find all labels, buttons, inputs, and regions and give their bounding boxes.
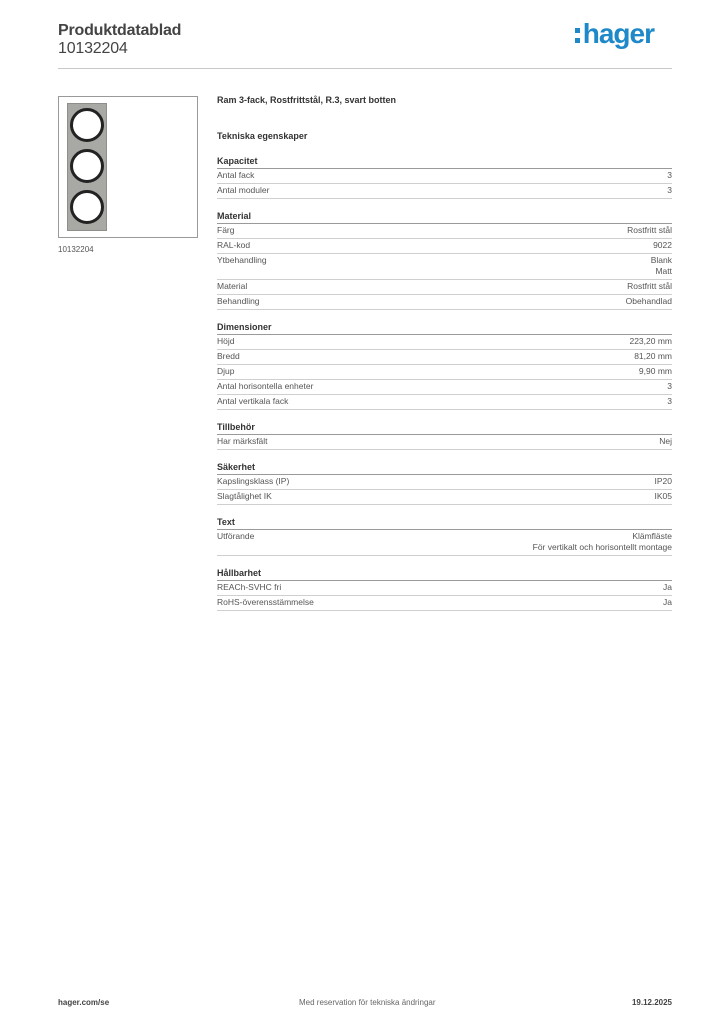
spec-section bbox=[217, 461, 672, 505]
spec-label: Djup bbox=[217, 366, 235, 376]
spec-value bbox=[655, 491, 673, 502]
spec-section bbox=[217, 567, 672, 611]
spec-label: Antal moduler bbox=[217, 185, 270, 195]
spec-row bbox=[217, 490, 672, 505]
spec-row bbox=[217, 295, 672, 310]
spec-label: Material bbox=[217, 281, 248, 291]
section-title: Kapacitet bbox=[217, 155, 672, 169]
spec-value bbox=[627, 225, 672, 236]
document-title: Produktdatablad bbox=[58, 22, 182, 39]
section-title: Tillbehör bbox=[217, 421, 672, 435]
spec-row bbox=[217, 224, 672, 239]
frame-3-gang-icon bbox=[67, 103, 107, 231]
spec-row bbox=[217, 169, 672, 184]
spec-value bbox=[639, 366, 672, 377]
spec-section bbox=[217, 421, 672, 450]
spec-label: Antal vertikala fack bbox=[217, 396, 289, 406]
socket-opening-icon bbox=[70, 149, 104, 183]
spec-value bbox=[653, 240, 672, 251]
section-title: Text bbox=[217, 516, 672, 530]
spec-value-line: Obehandlad bbox=[625, 296, 672, 306]
footer-website[interactable]: hager.com/se bbox=[58, 998, 110, 1007]
spec-value bbox=[533, 531, 672, 553]
spec-value-line: 9022 bbox=[653, 240, 672, 250]
spec-label: Färg bbox=[217, 225, 235, 235]
spec-value bbox=[667, 396, 672, 407]
spec-label: Behandling bbox=[217, 296, 260, 306]
spec-label: Antal fack bbox=[217, 170, 255, 180]
spec-row bbox=[217, 254, 672, 280]
spec-row bbox=[217, 395, 672, 410]
image-caption: 10132204 bbox=[58, 245, 94, 254]
spec-section bbox=[217, 516, 672, 556]
spec-value-line: IK05 bbox=[654, 491, 672, 501]
spec-row bbox=[217, 581, 672, 596]
section-title: Säkerhet bbox=[217, 461, 672, 475]
product-specs bbox=[217, 95, 672, 622]
spec-value-line: Klämfläste bbox=[632, 531, 672, 541]
spec-value-line: Nej bbox=[659, 436, 672, 446]
section-title: Hållbarhet bbox=[217, 567, 672, 581]
spec-row bbox=[217, 350, 672, 365]
spec-label: REACh-SVHC fri bbox=[217, 582, 282, 592]
spec-section bbox=[217, 155, 672, 199]
spec-section bbox=[217, 210, 672, 310]
spec-value-line: Matt bbox=[655, 266, 672, 276]
spec-value-line: Ja bbox=[663, 597, 672, 607]
spec-value bbox=[634, 351, 672, 362]
spec-row bbox=[217, 239, 672, 254]
spec-label: Kapslingsklass (IP) bbox=[217, 476, 290, 486]
spec-label: Slagtålighet IK bbox=[217, 491, 272, 501]
spec-section bbox=[217, 321, 672, 410]
spec-label: Antal horisontella enheter bbox=[217, 381, 314, 391]
spec-value bbox=[651, 255, 672, 277]
socket-opening-icon bbox=[70, 190, 104, 224]
spec-row bbox=[217, 335, 672, 350]
logo-text: hager bbox=[582, 18, 654, 49]
spec-value bbox=[667, 170, 672, 181]
spec-value-line: Blank bbox=[650, 255, 672, 265]
spec-value-line: 3 bbox=[667, 396, 672, 406]
spec-value bbox=[626, 296, 672, 307]
spec-row bbox=[217, 530, 672, 556]
spec-row bbox=[217, 475, 672, 490]
logo-dots-icon bbox=[575, 26, 581, 46]
spec-value-line: 223,20 mm bbox=[629, 336, 672, 346]
page-header bbox=[58, 20, 672, 70]
section-title: Dimensioner bbox=[217, 321, 672, 335]
spec-row bbox=[217, 435, 672, 450]
spec-sections bbox=[217, 155, 672, 611]
footer-date: 19.12.2025 bbox=[631, 998, 672, 1007]
spec-value bbox=[627, 281, 672, 292]
product-image bbox=[58, 96, 198, 238]
hager-logo bbox=[575, 18, 654, 50]
spec-value bbox=[667, 381, 672, 392]
spec-value-line: 9,90 mm bbox=[638, 366, 672, 376]
spec-label: RoHS-överensstämmelse bbox=[217, 597, 314, 607]
spec-value-line: 3 bbox=[667, 381, 672, 391]
spec-label: Höjd bbox=[217, 336, 235, 346]
spec-label: Ytbehandling bbox=[217, 255, 267, 265]
spec-value-line: 81,20 mm bbox=[634, 351, 672, 361]
spec-value-line: För vertikalt och horisontellt montage bbox=[532, 542, 672, 552]
spec-value bbox=[629, 336, 672, 347]
spec-value-line: Rostfritt stål bbox=[627, 225, 672, 235]
spec-value bbox=[663, 597, 672, 608]
document-number: 10132204 bbox=[58, 40, 128, 57]
spec-value bbox=[655, 476, 673, 487]
spec-value-line: Rostfritt stål bbox=[627, 281, 672, 291]
spec-value bbox=[663, 582, 672, 593]
spec-label: Utförande bbox=[217, 531, 255, 541]
spec-value bbox=[667, 185, 672, 196]
spec-row bbox=[217, 380, 672, 395]
socket-opening-icon bbox=[70, 108, 104, 142]
tech-heading: Tekniska egenskaper bbox=[217, 131, 308, 141]
header-divider bbox=[58, 68, 672, 69]
spec-label: Bredd bbox=[217, 351, 240, 361]
spec-value-line: IP20 bbox=[654, 476, 672, 486]
spec-label: Har märksfält bbox=[217, 436, 268, 446]
spec-value bbox=[659, 436, 672, 447]
spec-row bbox=[217, 365, 672, 380]
spec-value-line: Ja bbox=[663, 582, 672, 592]
spec-row bbox=[217, 280, 672, 295]
spec-value-line: 3 bbox=[667, 170, 672, 180]
section-title: Material bbox=[217, 210, 672, 224]
spec-label: RAL-kod bbox=[217, 240, 251, 250]
spec-row bbox=[217, 596, 672, 611]
spec-value-line: 3 bbox=[667, 185, 672, 195]
spec-row bbox=[217, 184, 672, 199]
footer-disclaimer: Med reservation för tekniska ändringar bbox=[299, 998, 436, 1007]
product-name: Ram 3-fack, Rostfrittstål, R.3, svart botten bbox=[217, 95, 397, 105]
